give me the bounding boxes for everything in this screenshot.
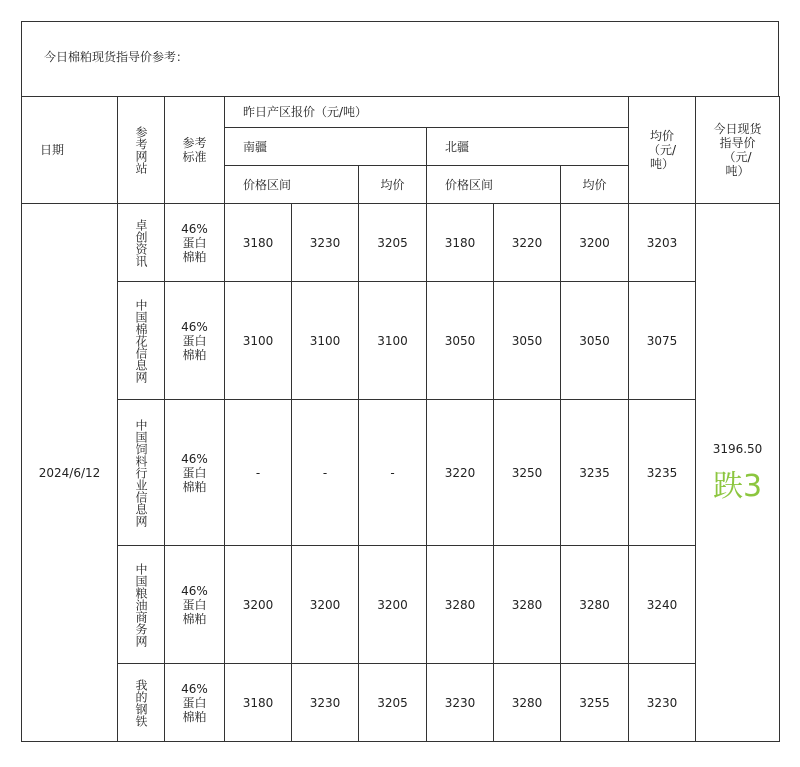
price-cell-s-avg: 3200 [359,546,427,664]
price-cell-s-low: - [225,400,292,546]
price-cell-n-avg: 3050 [561,282,629,400]
price-cell-n-low: 3050 [427,282,494,400]
price-cell-s-low: 3200 [225,546,292,664]
caption-text: 今日棉粕现货指导价参考： [44,50,189,64]
site-cell: 中国粮油商务网 [118,546,165,664]
today-change: 跌3 [712,468,763,504]
price-cell-s-avg: 3100 [359,282,427,400]
table-row [22,546,780,664]
table-row [22,664,780,742]
standard-cell: 46% 蛋白 棉粕 [165,546,225,664]
price-cell-n-high: 3250 [494,400,561,546]
header-south: 南疆 [225,128,427,166]
price-cell-s-high: 3230 [292,204,359,282]
price-cell-n-low: 3280 [427,546,494,664]
table-caption [21,21,779,97]
price-cell-s-high: 3200 [292,546,359,664]
price-cell-s-high: - [292,400,359,546]
header-date: 日期 [22,97,118,204]
standard-cell: 46% 蛋白 棉粕 [165,664,225,742]
price-cell-n-high: 3280 [494,664,561,742]
standard-cell: 46% 蛋白 棉粕 [165,204,225,282]
standard-cell: 46% 蛋白 棉粕 [165,400,225,546]
table-row [22,400,780,546]
price-cell-s-low: 3180 [225,664,292,742]
price-cell-n-high: 3050 [494,282,561,400]
price-cell-avg: 3230 [629,664,696,742]
table-row [22,282,780,400]
header-avg: 均价 （元/ 吨） [629,97,696,204]
price-cell-avg: 3075 [629,282,696,400]
price-cell-avg: 3235 [629,400,696,546]
price-cell-s-avg: 3205 [359,204,427,282]
header-south-range: 价格区间 [225,166,359,204]
price-cell-n-avg: 3235 [561,400,629,546]
standard-cell: 46% 蛋白 棉粕 [165,282,225,400]
price-cell-s-high: 3100 [292,282,359,400]
site-cell: 中国饲料行业信息网 [118,400,165,546]
price-cell-s-avg: 3205 [359,664,427,742]
price-cell-avg: 3203 [629,204,696,282]
table-row [22,204,780,282]
price-cell-n-avg: 3255 [561,664,629,742]
header-south-avg: 均价 [359,166,427,204]
site-cell: 卓创资讯 [118,204,165,282]
price-cell-s-low: 3180 [225,204,292,282]
header-north-avg: 均价 [561,166,629,204]
today-price-cell [696,204,780,742]
price-cell-n-high: 3220 [494,204,561,282]
price-cell-n-low: 3230 [427,664,494,742]
header-today: 今日现货 指导价 （元/ 吨） [696,97,780,204]
price-cell-n-high: 3280 [494,546,561,664]
price-cell-s-avg: - [359,400,427,546]
price-cell-n-avg: 3280 [561,546,629,664]
header-north: 北疆 [427,128,629,166]
date-cell: 2024/6/12 [22,204,118,742]
header-yesterday: 昨日产区报价（元/吨） [225,97,629,128]
price-cell-n-low: 3220 [427,400,494,546]
header-north-range: 价格区间 [427,166,561,204]
site-cell: 我的钢铁 [118,664,165,742]
price-cell-s-low: 3100 [225,282,292,400]
price-table [21,96,780,742]
price-cell-avg: 3240 [629,546,696,664]
header-site: 参考网站 [118,97,165,204]
price-cell-n-low: 3180 [427,204,494,282]
header-standard: 参考 标准 [165,97,225,204]
site-cell: 中国棉花信息网 [118,282,165,400]
today-price: 3196.50 [712,441,763,456]
price-cell-s-high: 3230 [292,664,359,742]
price-cell-n-avg: 3200 [561,204,629,282]
